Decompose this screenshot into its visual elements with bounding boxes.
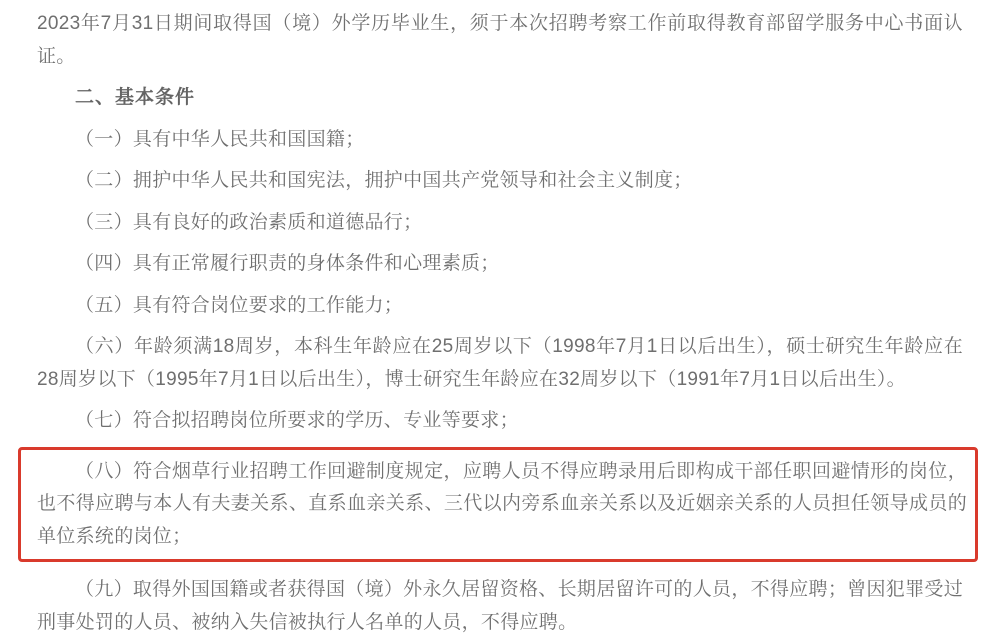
condition-item-5: （五）具有符合岗位要求的工作能力； bbox=[75, 294, 404, 316]
condition-item-7: （七）符合拟招聘岗位所要求的学历、专业等要求； bbox=[75, 410, 519, 431]
condition-item-9: （九）取得外国国籍或者获得国（境）外永久居留资格、长期居留许可的人员，不得应聘；曾因犯罪受过刑事处罚的人员、被纳入失信被执行人名单的人员，不得应聘。 bbox=[37, 579, 963, 633]
condition-item-1: （一）具有中华人民共和国国籍； bbox=[75, 128, 365, 150]
condition-item-4: （四）具有正常履行职责的身体条件和心理素质； bbox=[75, 253, 500, 274]
condition-item-6: （六）年龄须满18周岁，本科生年龄应在25周岁以下（1998年7月1日以后出生），硕士研究生年龄应在28周岁以下（1995年7月1日以后出生），博士研究生年龄应在32周岁以下（1991年7月1日以后出生）。 bbox=[37, 336, 963, 390]
condition-item-8: （八）符合烟草行业招聘工作回避制度规定，应聘人员不得应聘录用后即构成干部任职回避情形的岗位，也不得应聘与本人有夫妻关系、直系血亲关系、三代以内旁系血亲关系以及近姻亲关系的人员担任领导成员的单位系统的岗位； bbox=[37, 460, 967, 547]
condition-item-3: （三）具有良好的政治素质和道德品行； bbox=[75, 211, 423, 233]
highlight-box bbox=[18, 447, 978, 563]
section-heading: 二、基本条件 bbox=[75, 87, 196, 108]
condition-item-2: （二）拥护中华人民共和国宪法，拥护中国共产党领导和社会主义制度； bbox=[75, 170, 693, 191]
intro-paragraph: 2023年7月31日期间取得国（境）外学历毕业生，须于本次招聘考察工作前取得教育部留学服务中心书面认证。 bbox=[37, 13, 963, 67]
